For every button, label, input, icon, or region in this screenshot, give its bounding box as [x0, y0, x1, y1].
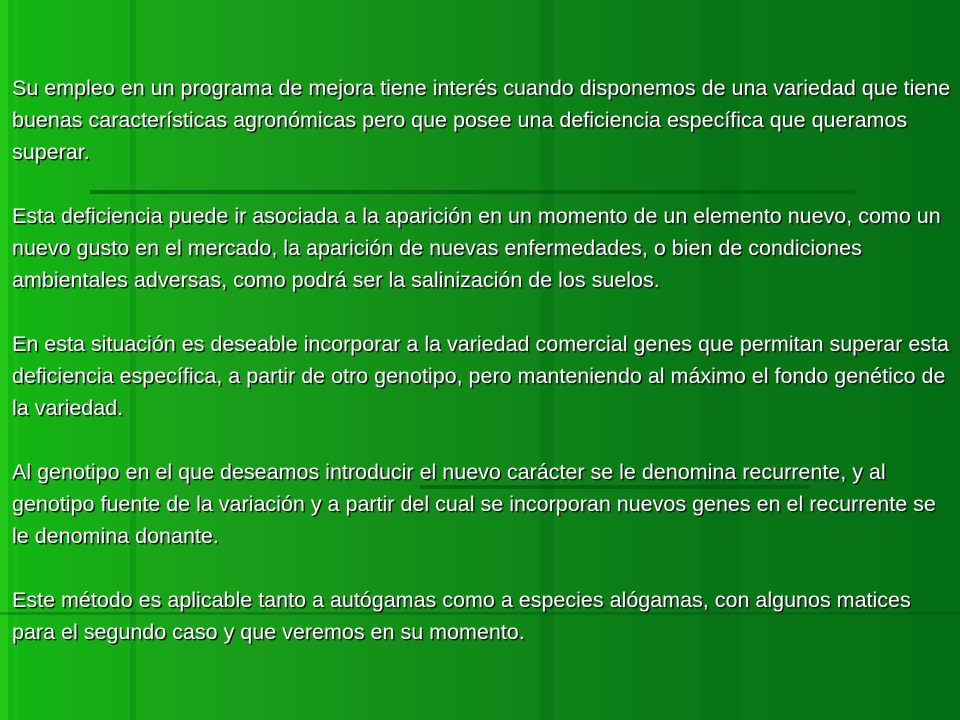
paragraph-intro: Su empleo en un programa de mejora tiene interés cuando disponemos de una variedad que tiene buenas características agronómicas pero que posee una deficiencia específica que queramos superar.: [12, 76, 951, 164]
paragraph-deficiency: Esta deficiencia puede ir asociada a la aparición en un momento de un elemento nuevo, como un nuevo gusto en el mercado, la aparición de nuevas enfermedades, o bien de condiciones ambientales adversas, como podrá ser la salinización de los suelos.: [12, 204, 941, 292]
paragraph-definitions: Al genotipo en el que deseamos introducir el nuevo carácter se le denomina recurrente, y al genotipo fuente de la variación y a partir del cual se incorporan nuevos genes en el recurrente se le denomina donante.: [12, 460, 936, 548]
slide-body: [12, 72, 956, 648]
paragraph-applicability: Este método es aplicable tanto a autógamas como a especies alógamas, con algunos matices para el segundo caso y que veremos en su momento.: [12, 588, 911, 644]
paragraph-situation: En esta situación es deseable incorporar a la variedad comercial genes que permitan superar esta deficiencia específica, a partir de otro genotipo, pero manteniendo al máximo el fondo genético de la variedad.: [12, 332, 949, 420]
